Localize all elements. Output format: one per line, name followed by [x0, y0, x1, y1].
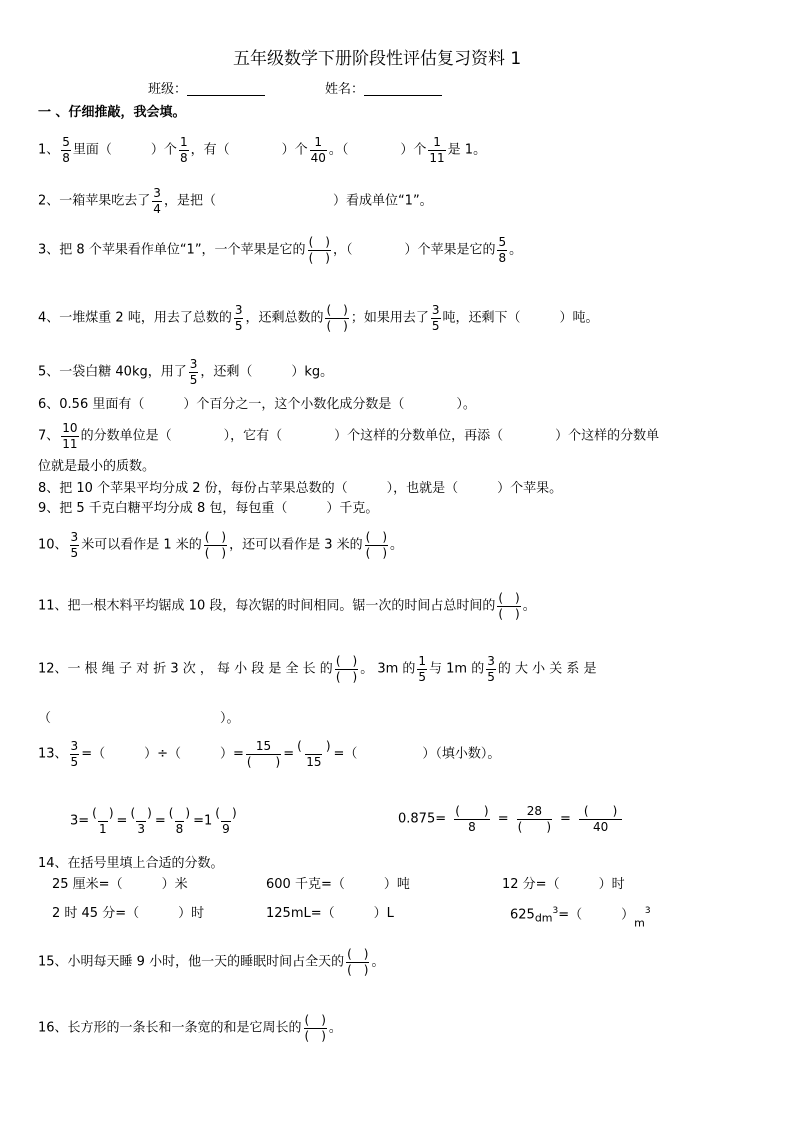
fraction: $\frac{1}{8}$: [179, 135, 188, 165]
question-text: 一箱苹果吃去了: [59, 193, 151, 209]
class-blank[interactable]: [187, 83, 265, 96]
value: 625: [510, 907, 535, 923]
question-number: 3、: [38, 242, 60, 258]
question-text: 吨，还剩下（ ）吨。: [442, 310, 599, 326]
question-7-cont: 位就是最小的质数。: [38, 459, 156, 474]
question-4: [38, 304, 599, 332]
question-1: [38, 136, 486, 164]
exponent: 3: [552, 906, 559, 916]
question-9: 9、把 5 千克白糖平均分成 8 包，每包重（ ）千克。: [38, 501, 379, 516]
q14-item-f: [510, 907, 651, 928]
answer-fraction[interactable]: $\frac{( )}{3}$: [130, 806, 152, 836]
question-number: 7、: [38, 428, 60, 444]
question-11: [38, 592, 536, 620]
question-14-title: 14、在括号里填上合适的分数。: [38, 856, 224, 871]
q14-item-b: 600 千克=（ ）吨: [266, 877, 410, 892]
question-6: 6、0.56 里面有（ ）个百分之一，这个小数化成分数是（ ）。: [38, 397, 476, 412]
question-13-equivalents: [70, 807, 240, 835]
answer-fraction[interactable]: $\frac{15}{( )}$: [246, 739, 281, 769]
question-text: 11、把一根木料平均锯成 10 段，每次锯的时间相同。锯一次的时间占总时间的: [38, 598, 496, 614]
answer-fraction[interactable]: $\frac{( )}{8}$: [168, 806, 191, 836]
question-12-cont: （ ）。: [38, 711, 240, 726]
question-text: =（ ）÷（ ）=: [81, 746, 244, 762]
question-text: 是 1。: [447, 142, 487, 158]
question-2: [38, 187, 433, 215]
question-text: 。: [522, 598, 536, 614]
fraction: $\frac{3}{5}$: [189, 357, 198, 387]
name-field: [325, 83, 442, 96]
fraction: $\frac{1}{40}$: [310, 135, 326, 165]
question-text: ，还可以看作是 3 米的: [229, 537, 363, 553]
fraction: $\frac{5}{8}$: [498, 235, 507, 265]
answer-fraction[interactable]: $\frac{( )}{1}$: [92, 806, 114, 836]
question-number: 5、: [38, 364, 60, 380]
unit: m: [634, 916, 645, 930]
question-15: [38, 948, 384, 976]
answer-fraction[interactable]: $\frac{( )}{15}$: [297, 739, 331, 769]
unit: dm: [534, 911, 553, 925]
question-text: 一袋白糖 40kg，用了: [59, 364, 187, 380]
question-text: ；如果用去了: [350, 310, 429, 326]
question-8: 8、把 10 个苹果平均分成 2 份，每份占苹果总数的（ ），也就是（ ）个苹果。: [38, 481, 563, 496]
question-text: 16、长方形的一条长和一条宽的和是它周长的: [38, 1020, 302, 1036]
question-12: [38, 655, 597, 683]
fraction: $\frac{3}{5}$: [70, 530, 79, 560]
equals-sign: =: [560, 811, 571, 827]
class-field: [148, 83, 265, 96]
answer-fraction[interactable]: $\frac{( )}{( )}$: [498, 591, 520, 621]
answer-fraction[interactable]: $\frac{( )}{( )}$: [204, 530, 227, 560]
q14-item-e: 125mL=（ ）L: [266, 906, 394, 921]
page-title: 五年级数学下册阶段性评估复习资料 1: [233, 49, 522, 69]
equals-sign: =: [497, 811, 509, 827]
section-heading: 一 、仔细推敲，我会填。: [38, 105, 186, 120]
answer-fraction[interactable]: $\frac{( )}{( )}$: [308, 235, 330, 265]
question-7: [38, 422, 659, 450]
answer-fraction[interactable]: $\frac{( )}{40}$: [579, 805, 622, 833]
question-10: [38, 531, 403, 559]
question-text: 。: [390, 537, 404, 553]
q14-item-c: 12 分=（ ）时: [502, 877, 625, 892]
name-blank[interactable]: [364, 83, 442, 96]
question-3: [38, 236, 522, 264]
question-text: 。: [509, 242, 523, 258]
question-13: [38, 740, 500, 768]
question-text: 的分数单位是（ ），它有（ ）个这样的分数单位，再添（ ）个这样的分数单: [80, 428, 660, 444]
question-number: 1、: [38, 142, 60, 158]
fraction: $\frac{5}{8}$: [62, 135, 70, 165]
answer-fraction[interactable]: $\frac{( )}{9}$: [215, 806, 237, 836]
question-text: 。 3m 的: [360, 661, 416, 677]
fraction: $\frac{3}{5}$: [70, 739, 79, 769]
question-5: [38, 358, 333, 386]
question-text: 的 大 小 关 系 是: [497, 661, 597, 677]
answer-fraction[interactable]: $\frac{( )}{8}$: [455, 804, 489, 834]
answer-fraction[interactable]: $\frac{28}{( )}$: [517, 804, 552, 834]
fraction: $\frac{3}{5}$: [487, 654, 495, 684]
answer-fraction[interactable]: $\frac{( )}{( )}$: [304, 1013, 326, 1043]
class-label: 班级：: [148, 82, 188, 97]
question-text: 12、一 根 绳 子 对 折 3 次 ， 每 小 段 是 全 长 的: [38, 661, 333, 677]
question-text: ，有（ ）个: [190, 142, 308, 158]
equation-lead: 0.875=: [398, 811, 447, 827]
fraction: $\frac{10}{11}$: [62, 421, 78, 451]
name-label: 姓名：: [325, 82, 365, 97]
question-text: 。（ ）个: [328, 142, 427, 158]
question-16: [38, 1014, 342, 1042]
question-text: ，还剩总数的: [245, 310, 324, 326]
answer-fraction[interactable]: $\frac{( )}{( )}$: [326, 303, 348, 333]
fraction: $\frac{1}{5}$: [418, 654, 427, 684]
fraction: $\frac{1}{11}$: [429, 135, 445, 165]
equation-lead: 3=: [70, 813, 90, 829]
answer-fraction[interactable]: $\frac{( )}{( )}$: [347, 947, 369, 977]
question-text: 。: [328, 1020, 342, 1036]
answer-fraction[interactable]: $\frac{( )}{( )}$: [365, 530, 388, 560]
q14-item-d: 2 时 45 分=（ ）时: [52, 906, 205, 921]
question-number: 10、: [38, 537, 68, 553]
answer-blank: =（ ）: [558, 907, 635, 923]
question-number: 4、: [38, 310, 60, 326]
question-text: ，是把（ ）看成单位“1”。: [163, 193, 433, 209]
question-text: 把 8 个苹果看作单位“1”，一个苹果是它的: [59, 242, 306, 258]
exponent: 3: [644, 906, 651, 916]
equals-sign: =: [116, 813, 128, 829]
question-number: 2、: [38, 193, 60, 209]
question-text: 里面（ ）个: [72, 142, 177, 158]
mixed-whole: =1: [193, 813, 213, 829]
question-text: =（ ）（填小数）。: [333, 746, 501, 762]
question-text: 15、小明每天睡 9 小时，他一天的睡眠时间占全天的: [38, 954, 345, 970]
question-text: 。: [371, 954, 385, 970]
fraction: $\frac{3}{5}$: [431, 303, 440, 333]
question-text: 一堆煤重 2 吨，用去了总数的: [59, 310, 232, 326]
question-number: 13、: [38, 746, 68, 762]
question-text: =: [283, 746, 295, 762]
fraction: $\frac{3}{5}$: [234, 303, 243, 333]
fraction: $\frac{3}{4}$: [153, 186, 161, 216]
q14-item-a: 25 厘米=（ ）米: [52, 877, 188, 892]
question-text: 米可以看作是 1 米的: [81, 537, 202, 553]
question-13-decimal: [398, 805, 630, 833]
question-text: ，（ ）个苹果是它的: [332, 242, 496, 258]
question-text: ，还剩（ ）kg。: [200, 364, 334, 380]
question-text: 与 1m 的: [429, 661, 485, 677]
answer-fraction[interactable]: $\frac{( )}{( )}$: [335, 654, 358, 684]
equals-sign: =: [154, 813, 166, 829]
